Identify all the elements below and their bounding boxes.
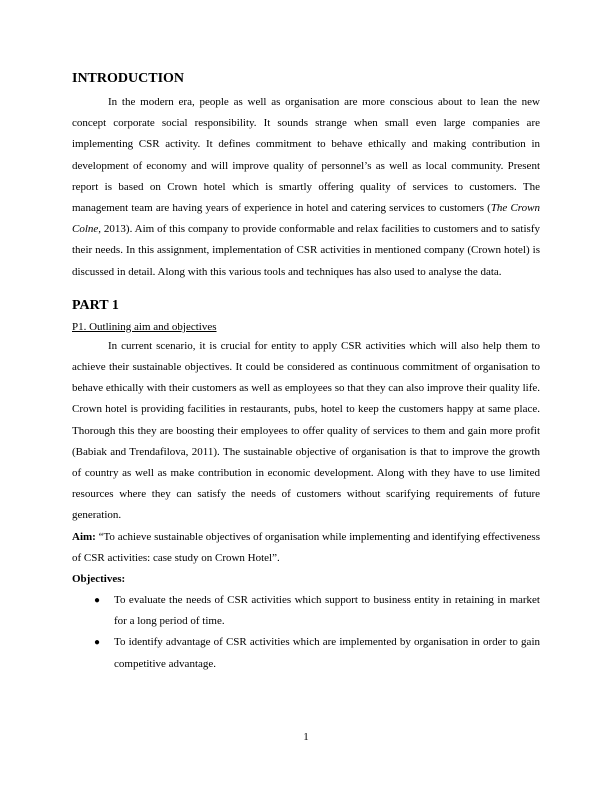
page-number: 1	[303, 731, 309, 743]
part1-heading: PART 1	[72, 297, 119, 313]
intro-text-a: In the modern era, people as well as organisation are more conscious about to lean the new concept corporate social responsibility. It sounds strange when small even large companies are implementing CSR activity. It defines commitment to behave ethically and making contribution in development of economy and will improve quality of personnel’s as well as local community. Present report is based on Crown hotel which is smartly offering quality of services to customers. The management team are having years of experience in hotel and catering services to customers (	[72, 96, 540, 215]
aim-paragraph	[72, 527, 540, 569]
intro-citation: The Crown Colne	[72, 202, 540, 236]
objectives-list	[72, 590, 540, 675]
aim-text: “To achieve sustainable objectives of organisation while implementing and identifying effectiveness of CSR activities: case study on Crown Hotel”.	[72, 530, 540, 564]
bullet-icon: ●	[94, 595, 101, 607]
introduction-heading: INTRODUCTION	[72, 71, 185, 86]
objectives-label: Objectives:	[72, 573, 126, 586]
part1-subheading: P1. Outlining aim and objectives	[72, 320, 217, 333]
objective-item: ● To evaluate the needs of CSR activities which support to business entity in retaining in market for a long period of time.	[72, 590, 540, 632]
bullet-icon: ●	[94, 637, 101, 649]
intro-text-b: , 2013). Aim of this company to provide conformable and relax facilities to customers and to satisfy their needs. In this assignment, implementation of CSR activities in mentioned company (Crown hotel) is discussed in detail. Along with this various tools and techniques has also used to analyse the data.	[72, 223, 540, 278]
document-page	[72, 70, 540, 675]
objective-item: ● To identify advantage of CSR activities which are implemented by organisation in order to gain competitive advantage.	[72, 632, 540, 674]
aim-label: Aim:	[72, 530, 96, 543]
part1-paragraph: In current scenario, it is crucial for entity to apply CSR activities which will also help them to achieve their sustainable objectives. It could be considered as continuous commitment of organisation to behave ethically with their customers as well as employees so that they can also improve their quality life. Crown hotel is providing facilities in restaurants, pubs, hotel to keep the customers happy at same place. Thorough this they are boosting their employees to offer quality of services to them and gain more profit (Babiak and Trendafilova, 2011). The sustainable objective of organisation is that to improve the growth of country as well as make contribution in economic development. Along with they have to use limited resources where they can satisfy the needs of customers without scarifying requirements of future generation.	[72, 339, 540, 522]
introduction-paragraph	[72, 92, 540, 283]
